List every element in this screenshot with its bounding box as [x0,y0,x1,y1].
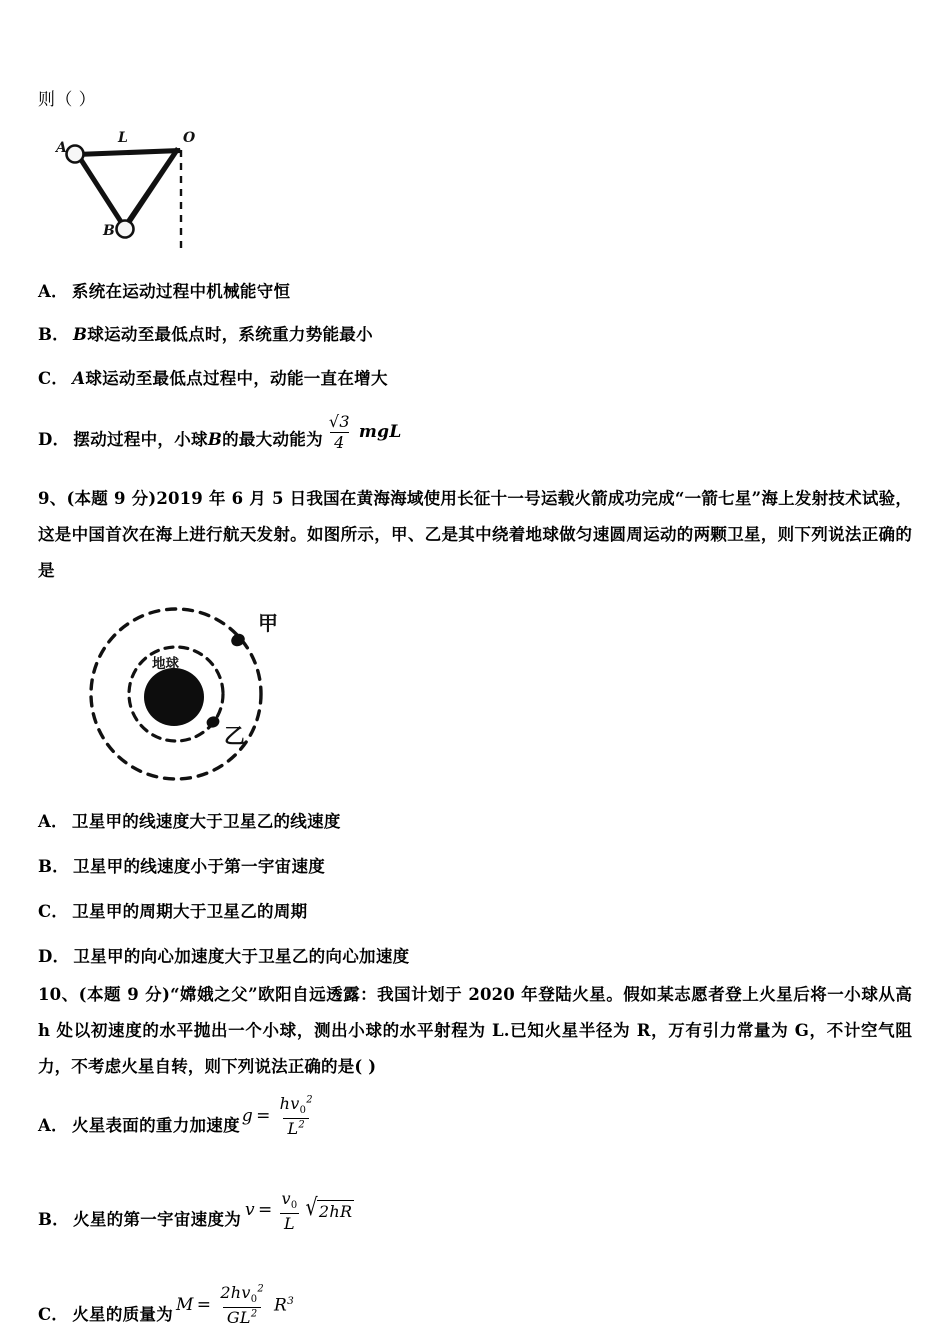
option-b [38,323,912,347]
pendulum-figure [48,128,238,256]
q10a-denominator: $L^2$ [283,1118,309,1138]
lead-prompt: 则（ ） [38,90,97,110]
q10-option-b-formula [245,1190,354,1233]
question10-stem [38,977,912,1085]
option-b-tag: B． [38,325,70,345]
q10b-denominator: L [280,1213,299,1233]
q10c-denominator: $GL^2$ [223,1307,262,1327]
option-a-tag: A． [38,281,68,301]
pendulum-label-b: B [103,222,115,239]
option-d-symbol: B [207,429,223,449]
q10c-trailing: $R^3$ [273,1295,295,1316]
question10-number: 10、 [38,985,79,1005]
q10-option-c [38,1284,912,1327]
rod-ab [75,152,126,228]
q10-option-a-formula [242,1095,319,1138]
q9-option-c [38,900,912,924]
q9-option-c-tag: C． [38,902,69,922]
option-d [38,413,912,451]
q9-option-c-text: 卫星甲的周期大于卫星乙的周期 [72,902,308,922]
option-b-symbol: B [73,325,88,345]
q10-option-b-text: 火星的第一宇宙速度为 [73,1210,242,1230]
q10-option-a-tag: A． [38,1115,68,1135]
q10c-lhs: M [176,1295,194,1316]
ball-a [67,145,84,162]
radical-sign-icon: √ [305,1193,318,1222]
q10-option-a [38,1095,912,1138]
q9-option-b [38,855,912,879]
earth-body [144,668,204,726]
question8-options [38,280,912,452]
formula-denominator: 4 [330,432,348,452]
outer-satellite-label: 甲 [258,611,278,636]
option-c-tag: C． [38,369,69,389]
q10c-fraction [216,1284,268,1327]
q9-option-a-tag: A． [38,812,68,832]
question10-stem-text: “嫦娥之父”欧阳自远透露：我国计划于 2020 年登陆火星。假如某志愿者登上火星后将一小球从高 h 处以初速度的水平抛出一个小球，测出小球的水平射程为 L.已知火星半径为 R，万有引力常量为 G，不计空气阻力，不考虑火星自转，则下列说法正确的是( ) [38,985,912,1076]
pendulum-figure-svg [48,128,238,256]
q10c-numerator: $2hv_0^2$ [220,1283,264,1306]
q10a-numerator: $hv_0^2$ [279,1093,313,1117]
question9-number: 9、 [38,489,67,509]
q10-option-b [38,1190,912,1233]
q10b-fraction [278,1190,302,1233]
option-c [38,367,912,391]
q10-option-c-tag: C． [38,1305,69,1325]
question10-options [38,1095,912,1327]
orbit-figure-svg [66,597,316,792]
orbit-figure [66,597,316,792]
option-d-formula [323,413,402,451]
q10-option-a-text: 火星表面的重力加速度 [71,1115,240,1135]
option-d-text: 摆动过程中，小球 [73,429,208,449]
pendulum-label-o: O [183,129,196,146]
option-d-text2: 的最大动能为 [222,429,323,449]
q9-option-d-tag: D． [38,947,70,967]
q10a-fraction [276,1095,317,1138]
q9-option-d-text: 卫星甲的向心加速度大于卫星乙的向心加速度 [73,947,410,967]
pendulum-label-a: A [56,139,67,156]
q10-option-b-tag: B． [38,1210,70,1230]
rod-ao [76,148,181,157]
formula-fraction [325,413,354,451]
q9-option-a-text: 卫星甲的线速度大于卫星乙的线速度 [71,812,341,832]
question9-stem [38,481,912,589]
q9-option-b-text: 卫星甲的线速度小于第一宇宙速度 [73,857,326,877]
option-c-text: 球运动至最低点过程中，动能一直在增大 [85,369,388,389]
q10a-equals: = [256,1105,271,1126]
pendulum-label-l: L [118,129,128,146]
option-c-symbol: A [72,369,86,389]
question9-options [38,810,912,969]
q10c-equals: = [196,1295,212,1316]
option-a [38,280,912,304]
formula-trailing: mgL [358,421,402,442]
rod-ob [123,147,180,228]
q9-option-b-tag: B． [38,857,70,877]
q10b-equals: = [257,1200,273,1221]
q9-option-d [38,945,912,969]
q10b-radical [305,1193,354,1222]
formula-numerator: √3 [328,412,350,432]
question10-score: (本题 9 分) [78,985,171,1005]
q10a-lhs: g [241,1105,254,1126]
q10b-lhs: v [245,1200,255,1221]
option-b-text: 球运动至最低点时，系统重力势能最小 [87,325,373,345]
q10-option-c-formula [176,1284,294,1327]
ball-b [117,220,134,237]
inner-satellite-label: 乙 [224,724,245,749]
q10b-numerator: $v_0$ [281,1188,298,1211]
q10b-radicand: 2hR [318,1202,353,1222]
option-a-text: 系统在运动过程中机械能守恒 [71,281,291,301]
earth-label: 地球 [152,656,179,673]
option-d-tag: D． [38,429,70,449]
q10-option-c-text: 火星的质量为 [72,1305,174,1325]
question9-score: (本题 9 分) [66,489,157,509]
question9-stem-text: 2019 年 6 月 5 日我国在黄海海域使用长征十一号运载火箭成功完成“一箭七星”海上发射技术试验，这是中国首次在海上进行航天发射。如图所示，甲、乙是其中绕着地球做匀速圆周运动的两颗卫星，则下列说法正确的是 [38,489,912,581]
q9-option-a [38,810,912,834]
